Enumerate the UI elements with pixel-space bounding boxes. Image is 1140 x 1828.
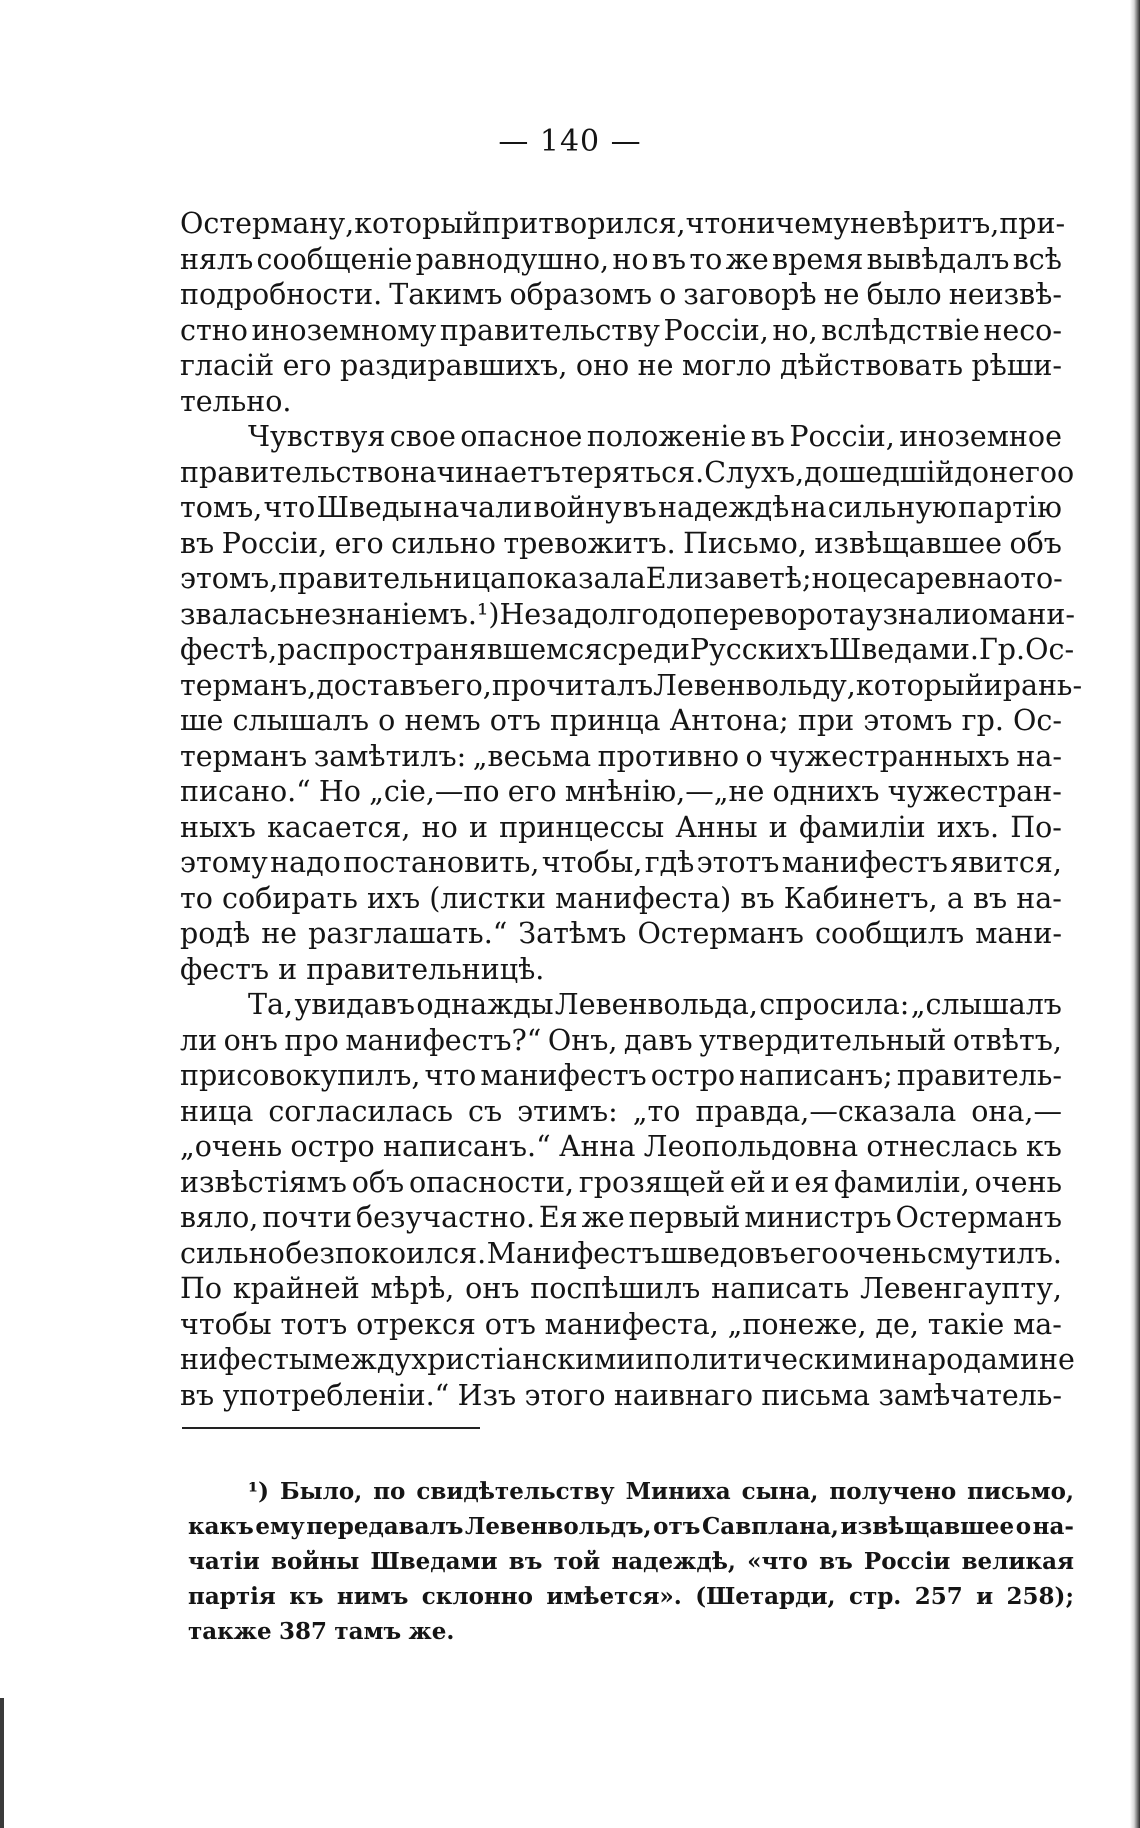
body-text-line: ница согласилась съ этимъ: „то правда,—сказала она,— [180,1094,1062,1128]
body-text-line: въ Россіи, его сильно тревожитъ. Письмо, извѣщавшее объ [180,526,1062,560]
body-text-line: звалась незнаніемъ. ¹) Незадолго до переворота узнали о мани- [180,597,1076,631]
page-edge-mark [0,1698,4,1828]
body-text-line: По крайней мѣрѣ, онъ поспѣшилъ написать Левенгаупту, [180,1272,1062,1305]
body-text-line: Та, увидавъ однажды Левенвольда, спросила: „слышалъ [248,988,1062,1021]
footnote-line: также 387 тамъ же. [188,1618,455,1645]
footnote-line: чатіи войны Шведами въ той надеждѣ, «что въ Россіи великая [188,1548,1074,1575]
body-text-line: этому надо постановить, чтобы, гдѣ этотъ манифестъ явится, [180,846,1062,879]
footnotes [188,1474,1074,1649]
footnote-line: партія къ нимъ склонно имѣется». (Шетарди, стр. 257 и 258); [188,1583,1074,1610]
body-text-line: чтобы тотъ отрекся отъ манифеста, „понеже, де, такіе ма- [180,1307,1062,1341]
body-text-line: терманъ замѣтилъ: „весьма противно о чужестранныхъ на- [180,739,1062,773]
body-text-line: присовокупилъ, что манифестъ остро написанъ; правитель- [180,1059,1062,1092]
body-text-line: извѣстіямъ объ опасности, грозящей ей и ея фамиліи, очень [180,1165,1062,1199]
body-text-line: „очень остро написанъ.“ Анна Леопольдовна отнеслась къ [180,1130,1062,1163]
body-text-line: сильно безпокоился. Манифестъ шведовъ его очень смутилъ. [180,1236,1062,1270]
body-text-line: томъ, что Шведы начали войну въ надеждѣ на сильную партію [180,491,1062,524]
body-text-line: нялъ сообщеніе равнодушно, но въ то же время вывѣдалъ всѣ [180,242,1062,276]
footnote-line: ¹) Было, по свидѣтельству Миниха сына, получено письмо, [248,1478,1074,1505]
body-text-line: то собирать ихъ (листки манифеста) въ Кабинетъ, а въ на- [180,881,1062,915]
body-text-line: Остерману, который притворился, что ничему не вѣритъ, при- [180,207,1066,240]
body-text-line: Чувствуя свое опасное положеніе въ Россіи, иноземное [248,420,1062,453]
page-edge-shadow [1130,0,1140,1828]
body-text-line: терманъ, доставъ его, прочиталъ Левенвольду, который и рань- [180,668,1083,702]
body-text-line: ныхъ касается, но и принцессы Анны и фамиліи ихъ. По- [180,810,1062,844]
body-text-line: родѣ не разглашать.“ Затѣмъ Остерманъ сообщилъ мани- [180,917,1062,950]
body-text-line: писано.“ Но „сіе,—по его мнѣнію,—„не однихъ чужестран- [180,775,1062,808]
body-text-line: въ употребленіи.“ Изъ этого наивнаго письма замѣчатель- [180,1378,1062,1412]
page-number: — 140 — [498,124,642,159]
body-text-line: фестѣ, распространявшемся среди Русскихъ Шведами. Гр. Ос- [180,633,1075,666]
body-text-line: ше слышалъ о немъ отъ принца Антона; при этомъ гр. Ос- [180,704,1062,737]
body-text-line: этомъ, правительница показала Елизаветѣ; но цесаревна ото- [180,562,1063,595]
body-text-line: стно иноземному правительству Россіи, но, вслѣдствіе несо- [180,313,1062,347]
body-text-line: вяло, почти безучастно. Ея же первый министръ Остерманъ [180,1201,1062,1234]
body-text-line: фестъ и правительницѣ. [180,952,545,986]
body-text-line: подробности. Такимъ образомъ о заговорѣ не было неизвѣ- [180,278,1062,311]
body-text [180,206,1083,1413]
footnote-separator [182,1427,480,1429]
footnote-line: какъ ему передавалъ Левенвольдъ, отъ Савплана, извѣщавшее о на- [188,1513,1074,1540]
body-text-line: гласій его раздиравшихъ, оно не могло дѣйствовать рѣши- [180,349,1062,382]
body-text-line: правительство начинаетъ теряться. Слухъ, дошедшій до него о [180,455,1075,489]
body-text-line: нифесты между христіанскими и политическими народами не [180,1343,1075,1376]
body-text-line: ли онъ про манифестъ?“ Онъ, давъ утвердительный отвѣтъ, [180,1023,1062,1057]
body-text-line: тельно. [180,384,292,418]
